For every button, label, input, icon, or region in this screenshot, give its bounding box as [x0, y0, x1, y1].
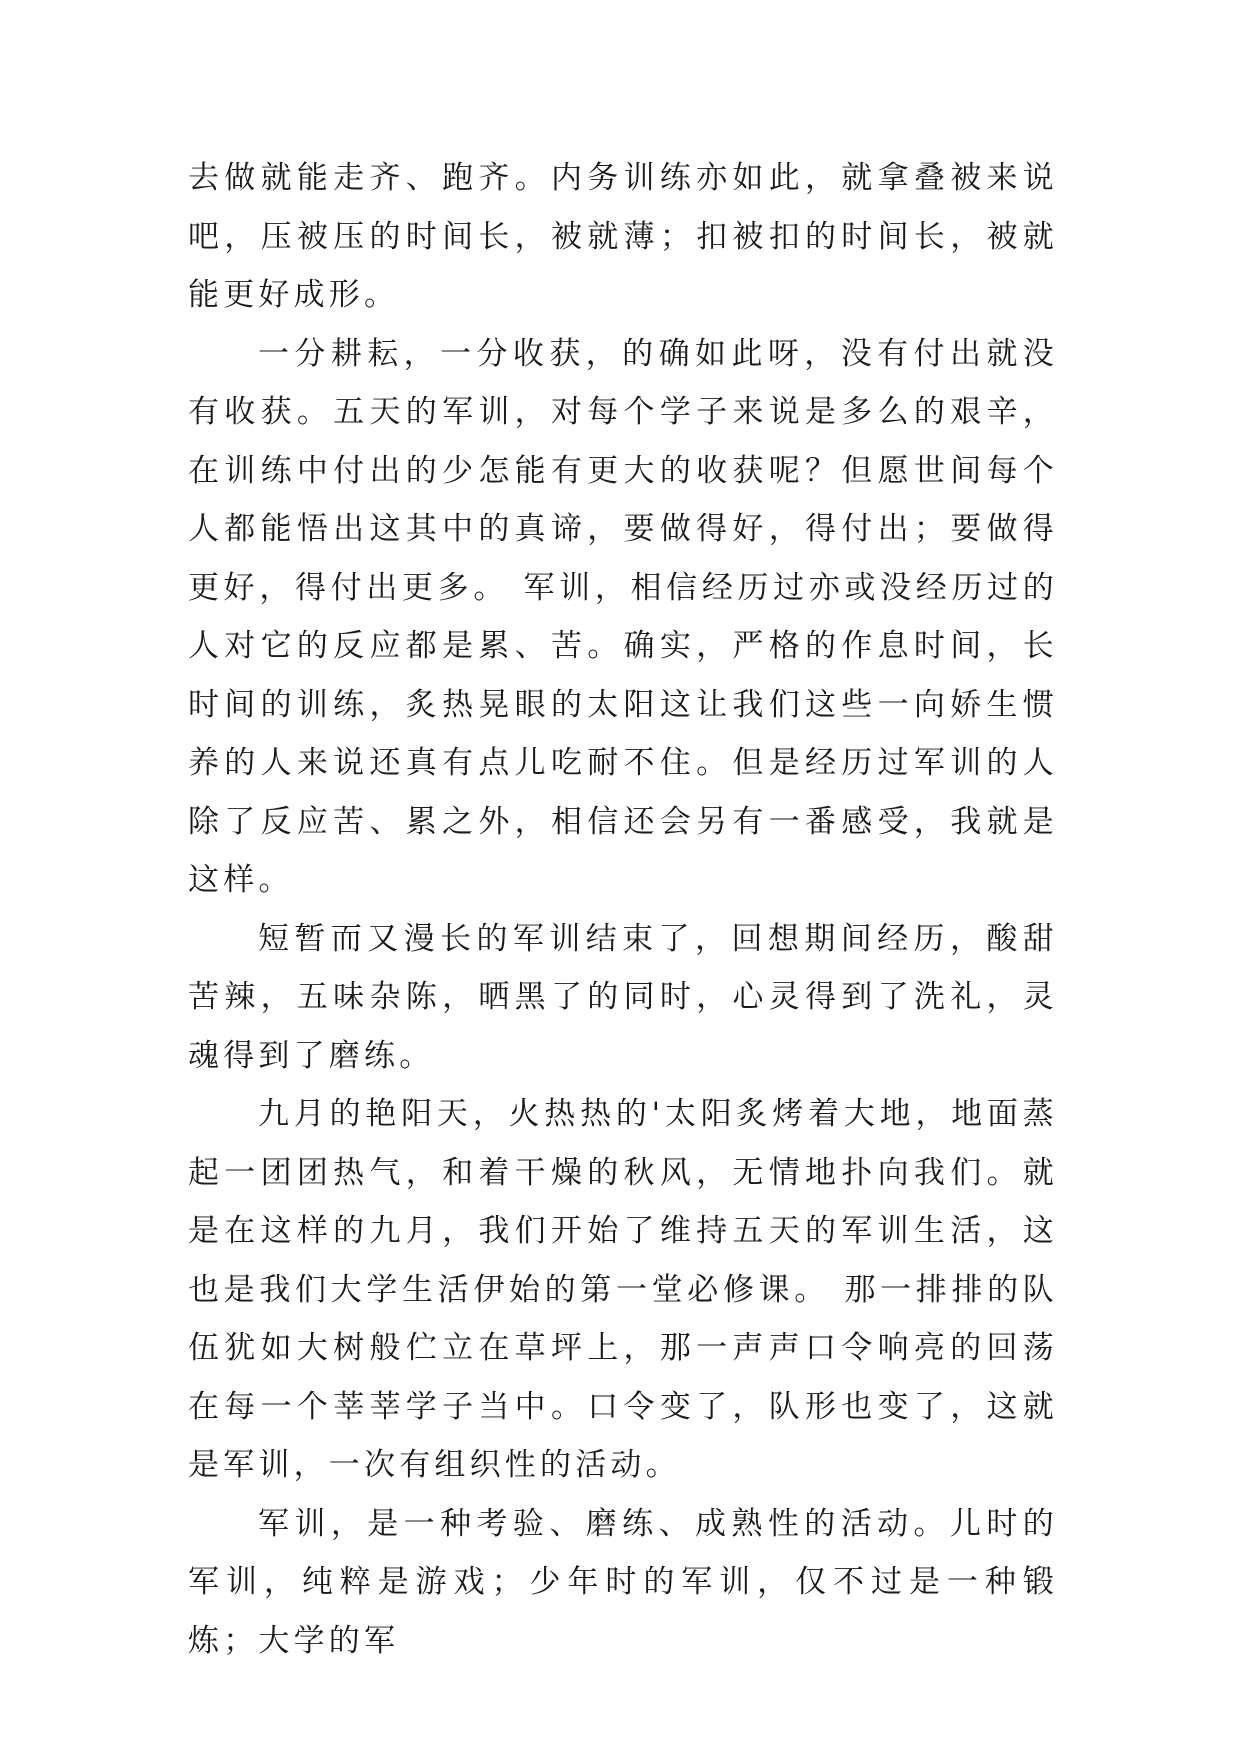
paragraph-4: 九月的艳阳天，火热热的'太阳炙烤着大地，地面蒸起一团团热气，和着干燥的秋风，无情地扑向我们。就是在这样的九月，我们开始了维持五天的军训生活，这也是我们大学生活伊始的第一堂必修课。 那一排排的队伍犹如大树般伫立在草坪上，那一声声口令响亮的回荡在每一个莘莘学子当中。口令变了，队形也变了，这就是军训，一次有组织性的活动。	[188, 1096, 1058, 1483]
paragraph-1: 去做就能走齐、跑齐。内务训练亦如此，就拿叠被来说吧，压被压的时间长，被就薄；扣被扣的时间长，被就能更好成形。	[188, 160, 1058, 313]
paragraph-5: 军训，是一种考验、磨练、成熟性的活动。儿时的军训，纯粹是游戏；少年时的军训，仅不过是一种锻炼；大学的军	[188, 1505, 1058, 1659]
paragraph-3: 短暂而又漫长的军训结束了，回想期间经历，酸甜苦辣，五味杂陈，晒黑了的同时，心灵得到了洗礼，灵魂得到了磨练。	[188, 920, 1058, 1074]
paragraph-2: 一分耕耘，一分收获，的确如此呀，没有付出就没有收获。五天的军训，对每个学子来说是多么的艰辛，在训练中付出的少怎能有更大的收获呢？但愿世间每个人都能悟出这其中的真谛，要做得好，得付出；要做得更好，得付出更多。 军训，相信经历过亦或没经历过的人对它的反应都是累、苦。确实，严格的作息时间，长时间的训练，炙热晃眼的太阳这让我们这些一向娇生惯养的人来说还真有点儿吃耐不住。但是经历过军训的人除了反应苦、累之外，相信还会另有一番感受，我就是这样。	[188, 335, 1058, 898]
document-body	[188, 149, 1058, 1670]
